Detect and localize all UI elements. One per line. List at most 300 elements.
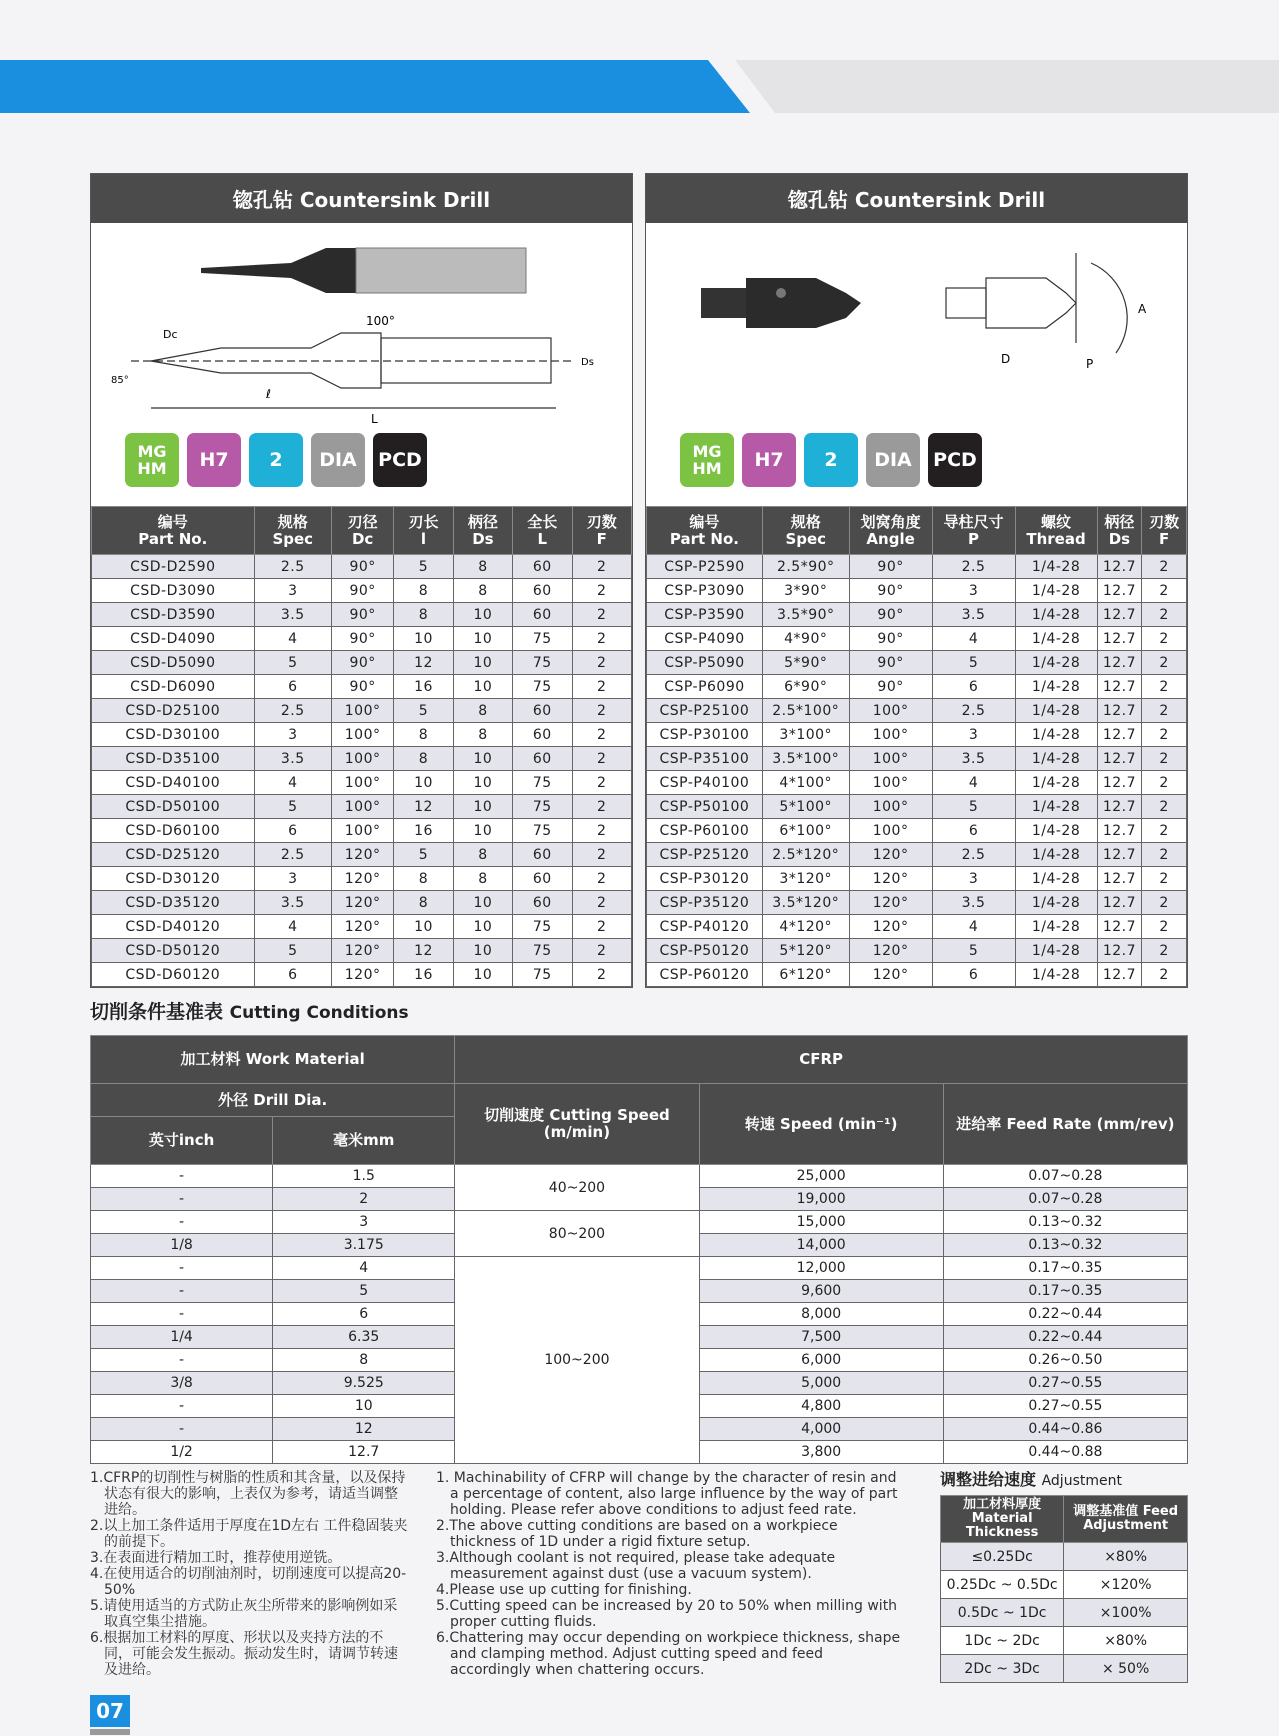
table-cell: 2.5 xyxy=(932,843,1015,867)
table-cell: 6*100° xyxy=(762,819,849,843)
header-line: 划窝角度 xyxy=(860,512,921,531)
table-row xyxy=(647,771,1187,795)
table-cell: 2.5 xyxy=(932,699,1015,723)
table-cell: 6 xyxy=(932,963,1015,987)
table-cell: 100° xyxy=(331,723,393,747)
header-banner-grey xyxy=(735,60,1279,113)
header-line: Spec xyxy=(272,529,314,548)
table-cell: CSD-D30100 xyxy=(92,723,255,747)
dim-a: A xyxy=(1138,302,1147,316)
table-cell: 12.7 xyxy=(1097,771,1142,795)
table-cell: 10 xyxy=(453,675,512,699)
table-cell: 12.7 xyxy=(1097,819,1142,843)
table-cell: 60 xyxy=(513,891,572,915)
table-cell: CSP-P3590 xyxy=(647,603,763,627)
inch-cell: - xyxy=(91,1188,273,1211)
table-cell: 1/4-28 xyxy=(1015,723,1097,747)
table-cell: 3*90° xyxy=(762,579,849,603)
table-cell: 2 xyxy=(1142,555,1187,579)
table-cell: 2 xyxy=(572,939,631,963)
table-cell: 75 xyxy=(513,651,572,675)
table-cell: 1/4-28 xyxy=(1015,939,1097,963)
notes-cn xyxy=(90,1470,410,1678)
table-cell: 60 xyxy=(513,555,572,579)
header-line: 全长 xyxy=(527,512,558,531)
table-cell: 2.5 xyxy=(254,555,331,579)
table-cell: 100° xyxy=(331,699,393,723)
table-cell: CSP-P35100 xyxy=(647,747,763,771)
left-product-panel xyxy=(90,173,633,988)
adjustment-cell: ×80% xyxy=(1064,1627,1188,1655)
note-item: 6.根据加工材料的厚度、形状以及夹持方法的不同，可能会发生振动。振动发生时，请调节转速及进给。 xyxy=(90,1630,398,1678)
mm-cell: 12 xyxy=(273,1418,455,1441)
thickness-cell: 0.25Dc ~ 0.5Dc xyxy=(941,1571,1064,1599)
work-material-header: 加工材料 Work Material xyxy=(91,1036,455,1084)
feed-cell: 0.17~0.35 xyxy=(943,1280,1187,1303)
table-cell: 3.5 xyxy=(254,603,331,627)
badge-row xyxy=(125,433,427,487)
table-cell: 2 xyxy=(1142,843,1187,867)
table-cell: 12.7 xyxy=(1097,555,1142,579)
table-cell: 120° xyxy=(849,915,932,939)
note-item: 4.Please use up cutting for finishing. xyxy=(436,1582,692,1598)
page-number: 07 xyxy=(90,1695,130,1727)
table-cell: CSD-D35100 xyxy=(92,747,255,771)
adjustment-cell: × 50% xyxy=(1064,1655,1188,1683)
rpm-cell: 7,500 xyxy=(699,1326,943,1349)
thickness-cell: 0.5Dc ~ 1Dc xyxy=(941,1599,1064,1627)
inch-cell: - xyxy=(91,1257,273,1280)
table-cell: 2 xyxy=(1142,819,1187,843)
table-cell: 1/4-28 xyxy=(1015,603,1097,627)
table-cell: 4 xyxy=(932,627,1015,651)
badge-pcd: PCD xyxy=(373,433,427,487)
table-cell: CSP-P25100 xyxy=(647,699,763,723)
table-cell: CSP-P5090 xyxy=(647,651,763,675)
table-cell: 100° xyxy=(331,771,393,795)
inch-cell: - xyxy=(91,1303,273,1326)
table-cell: 120° xyxy=(849,963,932,987)
table-row xyxy=(647,747,1187,771)
table-cell: 2 xyxy=(1142,867,1187,891)
table-cell: 12.7 xyxy=(1097,843,1142,867)
rpm-cell: 25,000 xyxy=(699,1165,943,1188)
column-header xyxy=(1015,507,1097,555)
mm-cell: 4 xyxy=(273,1257,455,1280)
table-cell: CSD-D2590 xyxy=(92,555,255,579)
rpm-cell: 4,000 xyxy=(699,1418,943,1441)
note-item: 6.Chattering may occur depending on workpiece thickness, shape and clamping method. Adjust cutting speed and feed accordingly when chattering occurs. xyxy=(436,1630,901,1678)
table-cell: 2 xyxy=(572,651,631,675)
table-cell: 2.5*90° xyxy=(762,555,849,579)
table-cell: CSP-P30100 xyxy=(647,723,763,747)
table-cell: 3*100° xyxy=(762,723,849,747)
table-cell: 2.5*120° xyxy=(762,843,849,867)
table-cell: 75 xyxy=(513,819,572,843)
note-item: 5.请使用适当的方式防止灰尘所带来的影响例如采取真空集尘措施。 xyxy=(90,1598,398,1630)
column-header xyxy=(394,507,453,555)
material-header: CFRP xyxy=(455,1036,1188,1084)
table-cell: 5 xyxy=(932,651,1015,675)
mm-cell: 3 xyxy=(273,1211,455,1234)
table-cell: 4 xyxy=(932,915,1015,939)
table-cell: 90° xyxy=(849,579,932,603)
table-cell: 60 xyxy=(513,867,572,891)
table-cell: 5 xyxy=(394,843,453,867)
rpm-cell: 14,000 xyxy=(699,1234,943,1257)
table-cell: 5 xyxy=(254,651,331,675)
table-cell: 120° xyxy=(849,843,932,867)
table-cell: 10 xyxy=(453,747,512,771)
table-cell: 3 xyxy=(254,867,331,891)
inch-cell: - xyxy=(91,1395,273,1418)
table-cell: 100° xyxy=(331,747,393,771)
table-row xyxy=(92,627,632,651)
table-row xyxy=(92,939,632,963)
table-cell: 5 xyxy=(394,699,453,723)
header-line: Part No. xyxy=(669,529,739,548)
table-cell: 8 xyxy=(453,579,512,603)
adjustment-table xyxy=(940,1495,1188,1683)
mm-cell: 5 xyxy=(273,1280,455,1303)
table-cell: 3.5*100° xyxy=(762,747,849,771)
table-cell: 12 xyxy=(394,939,453,963)
badge-pcd: PCD xyxy=(928,433,982,487)
table-cell: CSD-D25100 xyxy=(92,699,255,723)
table-cell: 120° xyxy=(331,939,393,963)
page-content xyxy=(90,173,1188,1735)
mm-cell: 6.35 xyxy=(273,1326,455,1349)
table-cell: 1/4-28 xyxy=(1015,963,1097,987)
table-cell: 12.7 xyxy=(1097,747,1142,771)
page-number-underline xyxy=(90,1729,130,1735)
header-line: 规格 xyxy=(790,512,821,531)
table-cell: CSD-D60120 xyxy=(92,963,255,987)
table-cell: 2.5 xyxy=(932,555,1015,579)
table-cell: 90° xyxy=(331,603,393,627)
column-header xyxy=(254,507,331,555)
thickness-cell: ≤0.25Dc xyxy=(941,1543,1064,1571)
rpm-cell: 3,800 xyxy=(699,1441,943,1464)
table-row xyxy=(647,651,1187,675)
table-cell: CSP-P40100 xyxy=(647,771,763,795)
table-row xyxy=(92,795,632,819)
inch-cell: 1/8 xyxy=(91,1234,273,1257)
badge-h7: H7 xyxy=(187,433,241,487)
rpm-cell: 19,000 xyxy=(699,1188,943,1211)
table-cell: 100° xyxy=(849,771,932,795)
table-cell: 90° xyxy=(849,627,932,651)
badge-dia: DIA xyxy=(311,433,365,487)
table-cell: 2 xyxy=(1142,963,1187,987)
table-cell: 100° xyxy=(849,723,932,747)
table-row xyxy=(92,891,632,915)
table-cell: 3*120° xyxy=(762,867,849,891)
table-cell: 100° xyxy=(331,795,393,819)
header-line: 刃数 xyxy=(1149,512,1180,531)
table-cell: 100° xyxy=(849,747,932,771)
table-row xyxy=(647,675,1187,699)
table-cell: 10 xyxy=(453,771,512,795)
table-cell: 3 xyxy=(254,723,331,747)
notes-area xyxy=(90,1470,1188,1683)
table-cell: CSD-D4090 xyxy=(92,627,255,651)
header-line: l xyxy=(420,529,427,548)
table-row xyxy=(92,651,632,675)
table-cell: CSD-D50100 xyxy=(92,795,255,819)
table-cell: 2 xyxy=(572,603,631,627)
header-line: L xyxy=(537,529,548,548)
table-cell: 3 xyxy=(932,867,1015,891)
table-cell: 2 xyxy=(1142,795,1187,819)
table-cell: 2 xyxy=(572,963,631,987)
table-cell: 12.7 xyxy=(1097,699,1142,723)
inch-cell: - xyxy=(91,1349,273,1372)
table-cell: 120° xyxy=(849,891,932,915)
table-cell: 16 xyxy=(394,675,453,699)
table-cell: 8 xyxy=(453,555,512,579)
feed-cell: 0.13~0.32 xyxy=(943,1234,1187,1257)
header-banner xyxy=(0,60,750,113)
adjustment-title-cn: 调整进给速度 xyxy=(940,1470,1037,1489)
table-row xyxy=(91,1257,1188,1280)
table-cell: 120° xyxy=(849,867,932,891)
table-cell: 8 xyxy=(394,723,453,747)
badge-2: 2 xyxy=(804,433,858,487)
column-header xyxy=(331,507,393,555)
adjustment-title xyxy=(940,1470,1188,1491)
table-cell: 8 xyxy=(394,747,453,771)
title-en: Cutting Conditions xyxy=(229,1003,409,1023)
table-cell: 2 xyxy=(572,699,631,723)
table-cell: CSD-D3090 xyxy=(92,579,255,603)
badge-2: 2 xyxy=(249,433,303,487)
right-spec-table xyxy=(646,506,1187,987)
table-cell: 8 xyxy=(394,579,453,603)
table-cell: 1/4-28 xyxy=(1015,675,1097,699)
table-cell: 120° xyxy=(331,915,393,939)
table-cell: 1/4-28 xyxy=(1015,651,1097,675)
table-cell: 10 xyxy=(453,963,512,987)
table-cell: 1/4-28 xyxy=(1015,891,1097,915)
table-cell: 1/4-28 xyxy=(1015,699,1097,723)
adjustment-panel xyxy=(940,1470,1188,1683)
mm-cell: 8 xyxy=(273,1349,455,1372)
table-cell: CSP-P3090 xyxy=(647,579,763,603)
rpm-cell: 12,000 xyxy=(699,1257,943,1280)
header-line: 柄径 xyxy=(1104,512,1135,531)
feed-header: 进给率 Feed Rate (mm/rev) xyxy=(943,1084,1187,1165)
table-cell: 2 xyxy=(1142,891,1187,915)
header-line: 螺纹 xyxy=(1041,512,1072,531)
dim-angle: 85° xyxy=(111,375,129,386)
mm-cell: 9.525 xyxy=(273,1372,455,1395)
inch-cell: - xyxy=(91,1280,273,1303)
dim-d: D xyxy=(1001,352,1011,366)
table-cell: 3.5 xyxy=(932,891,1015,915)
table-cell: CSD-D40120 xyxy=(92,915,255,939)
table-cell: 12.7 xyxy=(1097,603,1142,627)
table-cell: 3.5 xyxy=(254,891,331,915)
panel-title: 锪孔钻 Countersink Drill xyxy=(91,174,632,223)
table-row xyxy=(647,603,1187,627)
inch-header: 英寸inch xyxy=(91,1117,273,1165)
table-row xyxy=(92,819,632,843)
column-header xyxy=(572,507,631,555)
table-cell: 10 xyxy=(453,603,512,627)
header-line: Angle xyxy=(866,529,915,548)
table-cell: 10 xyxy=(453,915,512,939)
table-row xyxy=(92,699,632,723)
table-cell: 90° xyxy=(331,627,393,651)
table-cell: 2 xyxy=(572,915,631,939)
table-cell: 90° xyxy=(849,603,932,627)
dim-l: ℓ xyxy=(266,387,271,401)
table-cell: 4 xyxy=(254,627,331,651)
table-cell: 10 xyxy=(394,627,453,651)
table-cell: 60 xyxy=(513,723,572,747)
table-cell: 12.7 xyxy=(1097,891,1142,915)
mm-cell: 10 xyxy=(273,1395,455,1418)
table-cell: 75 xyxy=(513,795,572,819)
table-cell: 2.5*100° xyxy=(762,699,849,723)
table-cell: CSP-P60120 xyxy=(647,963,763,987)
table-cell: 90° xyxy=(849,675,932,699)
table-cell: CSD-D30120 xyxy=(92,867,255,891)
table-cell: 2 xyxy=(1142,915,1187,939)
table-cell: 60 xyxy=(513,843,572,867)
table-cell: CSP-P25120 xyxy=(647,843,763,867)
column-header xyxy=(647,507,763,555)
table-row xyxy=(647,843,1187,867)
notes-en xyxy=(436,1470,906,1678)
table-cell: 4*90° xyxy=(762,627,849,651)
table-cell: CSP-P30120 xyxy=(647,867,763,891)
table-row xyxy=(647,555,1187,579)
table-cell: 6*90° xyxy=(762,675,849,699)
table-cell: 8 xyxy=(453,723,512,747)
column-header xyxy=(762,507,849,555)
table-cell: CSD-D60100 xyxy=(92,819,255,843)
table-row xyxy=(647,891,1187,915)
table-cell: 2 xyxy=(572,819,631,843)
table-cell: 10 xyxy=(453,651,512,675)
product-panels xyxy=(90,173,1188,988)
table-cell: 12.7 xyxy=(1097,723,1142,747)
dim-dc: Dc xyxy=(163,328,178,341)
table-cell: 5*90° xyxy=(762,651,849,675)
table-cell: CSD-D3590 xyxy=(92,603,255,627)
column-header xyxy=(932,507,1015,555)
table-row xyxy=(647,819,1187,843)
step-drill-drawing xyxy=(91,223,634,428)
table-cell: CSP-P50100 xyxy=(647,795,763,819)
table-cell: CSP-P60100 xyxy=(647,819,763,843)
feed-cell: 0.26~0.50 xyxy=(943,1349,1187,1372)
table-row xyxy=(92,579,632,603)
table-cell: 8 xyxy=(394,867,453,891)
table-cell: 3.5 xyxy=(254,747,331,771)
table-row xyxy=(92,603,632,627)
table-row xyxy=(92,915,632,939)
table-cell: 2 xyxy=(1142,939,1187,963)
adjustment-header: 调整基准值 Feed Adjustment xyxy=(1064,1496,1188,1543)
cutting-speed-cell: 40~200 xyxy=(455,1165,699,1211)
table-cell: 3 xyxy=(254,579,331,603)
feed-cell: 0.13~0.32 xyxy=(943,1211,1187,1234)
table-cell: 10 xyxy=(394,915,453,939)
table-cell: 2 xyxy=(1142,675,1187,699)
table-cell: 60 xyxy=(513,579,572,603)
column-header xyxy=(92,507,255,555)
header-line: 刃径 xyxy=(347,512,378,531)
table-cell: 2 xyxy=(572,843,631,867)
table-cell: 2 xyxy=(572,795,631,819)
dim-ds: Ds xyxy=(581,357,594,368)
header-line: 刃长 xyxy=(408,512,439,531)
table-row xyxy=(91,1211,1188,1234)
table-cell: 1/4-28 xyxy=(1015,771,1097,795)
inch-cell: 3/8 xyxy=(91,1372,273,1395)
table-cell: 1/4-28 xyxy=(1015,627,1097,651)
table-cell: CSD-D35120 xyxy=(92,891,255,915)
table-row xyxy=(647,939,1187,963)
mm-cell: 2 xyxy=(273,1188,455,1211)
table-cell: 90° xyxy=(331,555,393,579)
table-cell: 2 xyxy=(1142,723,1187,747)
table-cell: 1/4-28 xyxy=(1015,819,1097,843)
table-row xyxy=(92,675,632,699)
table-cell: 100° xyxy=(331,819,393,843)
table-cell: 75 xyxy=(513,675,572,699)
note-item: 1.CFRP的切削性与树脂的性质和其含量，以及保持状态有很大的影响，上表仅为参考，请适当调整进给。 xyxy=(90,1470,406,1518)
rpm-cell: 8,000 xyxy=(699,1303,943,1326)
table-cell: 6 xyxy=(254,819,331,843)
badge-h7: H7 xyxy=(742,433,796,487)
table-cell: 12.7 xyxy=(1097,579,1142,603)
table-cell: 4 xyxy=(254,915,331,939)
table-cell: 90° xyxy=(849,555,932,579)
table-row xyxy=(92,963,632,987)
table-cell: 1/4-28 xyxy=(1015,915,1097,939)
header-line: P xyxy=(968,529,980,548)
table-cell: 2 xyxy=(1142,603,1187,627)
header-line: Dc xyxy=(351,529,374,548)
inch-cell: - xyxy=(91,1165,273,1188)
table-cell: 8 xyxy=(394,603,453,627)
table-cell: 4*100° xyxy=(762,771,849,795)
table-row xyxy=(647,579,1187,603)
table-row xyxy=(647,963,1187,987)
table-cell: 1/4-28 xyxy=(1015,867,1097,891)
table-cell: 12.7 xyxy=(1097,651,1142,675)
mm-header: 毫米mm xyxy=(273,1117,455,1165)
table-cell: 5 xyxy=(932,939,1015,963)
inch-cell: - xyxy=(91,1211,273,1234)
table-cell: 6 xyxy=(932,675,1015,699)
inch-cell: - xyxy=(91,1418,273,1441)
table-cell: CSD-D5090 xyxy=(92,651,255,675)
table-cell: 60 xyxy=(513,699,572,723)
table-cell: 2 xyxy=(1142,651,1187,675)
rpm-cell: 15,000 xyxy=(699,1211,943,1234)
table-cell: 90° xyxy=(331,579,393,603)
adjustment-cell: ×80% xyxy=(1064,1543,1188,1571)
note-item: 5.Cutting speed can be increased by 20 to 50% when milling with proper cutting fluids. xyxy=(436,1598,898,1630)
feed-cell: 0.22~0.44 xyxy=(943,1303,1187,1326)
table-cell: 10 xyxy=(453,939,512,963)
table-cell: 12.7 xyxy=(1097,867,1142,891)
